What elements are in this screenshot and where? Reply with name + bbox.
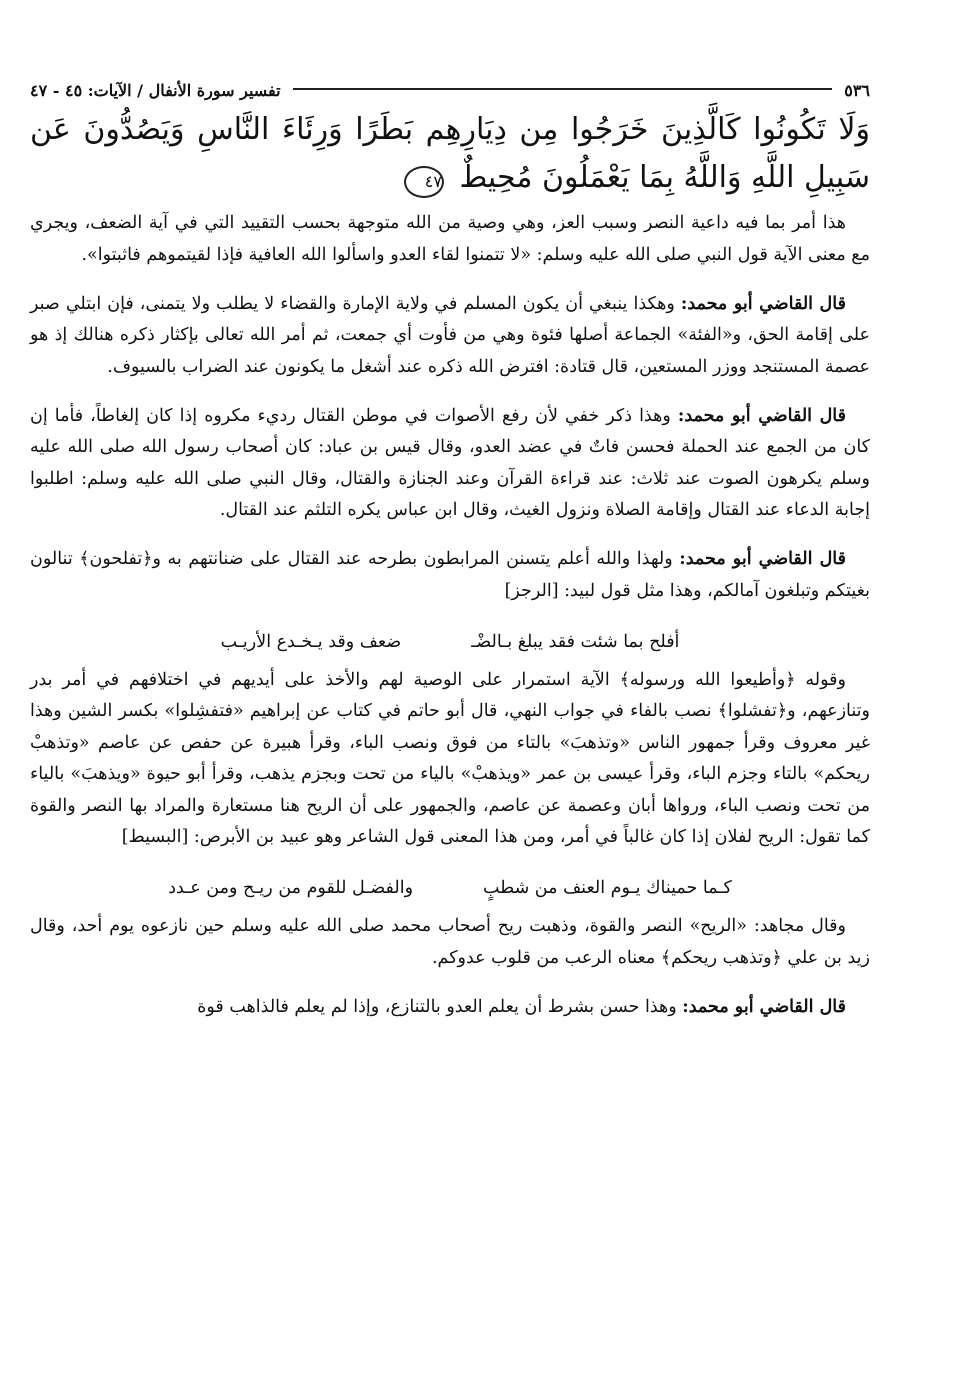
speaker-label: قال القاضي أبو محمد: [682, 996, 846, 1017]
paragraph-7 [30, 992, 870, 1024]
poem-hemistich-second: والفضـل للقوم من ريـح ومن عـدد [168, 878, 414, 898]
paragraph-text: وهكذا ينبغي أن يكون المسلم في ولاية الإمارة والقضاء لا يطلب ولا يتمنى، فإن ابتلي صبر على إقامة الحق، و«الفئة» الجماعة أصلها فئوة وهي من فأوت أي جمعت، ثم أمر الله تعالى بإكثار ذكره هنالك إذ هو عصمة المستنجد ووزر المستعين، قال قتادة: افترض الله ذكره عند أشغل ما يكونون عند الضراب بالسيوف. [30, 293, 870, 377]
poem-hemistich-first: أفلح بما شئت فقد يبلغ بـالضْـ [471, 631, 680, 652]
running-header [30, 70, 870, 100]
paragraph-text: هذا أمر بما فيه داعية النصر وسبب العز، وهي وصية من الله متوجهة بحسب التقييد التي في آية الضعف، ويجري مع معنى الآية قول النبي صلى الله عليه وسلم: «لا تتمنوا لقاء العدو واسألوا الله العافية فإذا لقيتموهم فاثبتوا». [30, 213, 870, 265]
header-title: تفسير سورة الأنفال / الآيات: ٤٥ - ٤٧ [30, 81, 281, 100]
poem-lines-2 [30, 871, 870, 905]
paragraph-3 [30, 401, 870, 527]
header-rule [293, 88, 833, 90]
paragraph-text: وقال مجاهد: «الريح» النصر والقوة، وذهبت ريح أصحاب محمد صلى الله عليه وسلم حين نازعوه يوم أحد، وقال زيد بن علي ﴿وتذهب ريحكم﴾ معناه الرعب من قلوب عدوكم. [30, 916, 870, 968]
poem-hemistich-second: ضعف وقد يـخـدع الأريـب [220, 631, 402, 652]
paragraph-text: وهذا ذكر خفي لأن رفع الأصوات في موطن القتال رديء مكروه إذا كان إلغاطاً، فأما إن كان من الجمع عند الحملة فحسن فاتٌ في عضد العدو، وقال قيس بن عباد: كان أصحاب رسول الله صلى الله عليه وسلم يكرهون الصوت عند ثلاث: عند قراءة القرآن وعند الجنازة والقتال، وقال النبي صلى الله عليه وسلم: اطلبوا إجابة الدعاء عند القتال وإقامة الصلاة ونزول الغيث، وقال ابن عباس يكره التلثم عند القتال. [30, 405, 870, 520]
paragraph-5 [30, 665, 870, 854]
paragraph-4 [30, 544, 870, 607]
paragraph-1 [30, 208, 870, 271]
quran-verse [30, 106, 870, 202]
paragraph-2 [30, 289, 870, 384]
page-number: ٥٣٦ [844, 81, 870, 100]
poem-hemistich-first: كـما حميناك يـوم العنف من شطبٍ [483, 878, 732, 898]
poem-lines-1 [30, 625, 870, 659]
speaker-label: قال القاضي أبو محمد: [677, 405, 846, 426]
speaker-label: قال القاضي أبو محمد: [680, 293, 846, 314]
paragraph-text: وقوله ﴿وأطيعوا الله ورسوله﴾ الآية استمرار على الوصية لهم والأخذ على أيديهم في اختلافهم في أمر بدر وتنازعهم، و﴿تفشلوا﴾ نصب بالفاء في جواب النهي، قال أبو حاتم في كتاب عن إبراهيم «فتفشِلوا» بكسر الشين وهذا غير معروف وقرأ جمهور الناس «وتذهبَ» بالتاء من فوق ونصب الباء، وقرأ هبيرة عن حفص عن عاصم «وتذهبْ ريحكم» بالتاء وجزم الباء، وقرأ عيسى بن عمر «ويذهبْ» بالياء من تحت وبجزم يذهب، وقرأ أبو حيوة «ويذهبَ» بالياء من تحت ونصب الباء، ورواها أبان وعصمة عن عاصم، والجمهور على أن الريح هنا مستعارة والمراد بها النصر والقوة كما تقول: الريح لفلان إذا كان غالباً في أمر، ومن هذا المعنى قول الشاعر وهو عبيد بن الأبرص: [البسيط] [30, 669, 870, 847]
verse-text: وَلَا تَكُونُوا كَالَّذِينَ خَرَجُوا مِن دِيَارِهِم بَطَرًا وَرِئَاءَ النَّاسِ وَيَصُدُّونَ عَن سَبِيلِ اللَّهِ وَاللَّهُ بِمَا يَعْمَلُونَ مُحِيطٌ [30, 112, 870, 195]
paragraph-text: ولهذا والله أعلم يتسنن المرابطون بطرحه عند القتال على ضنانتهم به و﴿تفلحون﴾ تنالون بغيتكم وتبلغون آمالكم، وهذا مثل قول لبيد: [الرجز] [30, 549, 870, 601]
paragraph-6 [30, 911, 870, 974]
paragraph-text: وهذا حسن بشرط أن يعلم العدو بالتنازع، وإذا لم يعلم فالذاهب قوة [197, 996, 677, 1017]
page [30, 70, 870, 1041]
speaker-label: قال القاضي أبو محمد: [679, 549, 846, 569]
ayah-number-marker: ٤٧ [404, 166, 444, 198]
